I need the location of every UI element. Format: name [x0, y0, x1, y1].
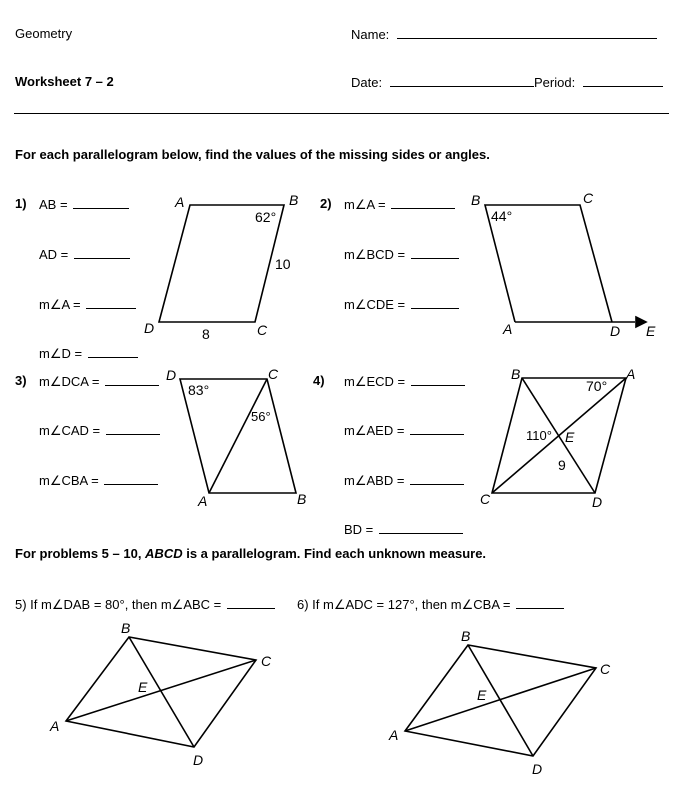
p5-label-b: B: [121, 620, 131, 636]
p4-q2-label: m∠AED =: [344, 423, 405, 438]
p4-angle-e: 110°: [526, 428, 552, 443]
p4-parallelogram: [480, 366, 635, 510]
p4-label-b: B: [511, 366, 521, 382]
p6-parallelogram: [388, 628, 611, 777]
p1-side-dc: 8: [202, 326, 210, 342]
p1-side-bc: 10: [275, 256, 291, 272]
p1-angle-b: 62°: [255, 209, 277, 225]
p3-diagonal: [209, 379, 267, 493]
p5-label-a: A: [50, 718, 60, 734]
p2-parallelogram: [471, 190, 656, 339]
p1-parallelogram: [144, 192, 298, 342]
p3-angle-c: 56°: [251, 409, 271, 424]
p5-text: 5) If m∠DAB = 80°, then m∠ABC =: [15, 597, 222, 612]
p1-q3-label: m∠A =: [39, 297, 81, 312]
p1-label-c: C: [257, 322, 268, 338]
p5-label-e: E: [138, 679, 148, 695]
p4-q3-label: m∠ABD =: [344, 473, 405, 488]
p4-angle-a: 70°: [586, 378, 608, 394]
p2-q1-label: m∠A =: [344, 197, 386, 212]
problem-4-number: 4): [313, 373, 325, 388]
p1-q4-label: m∠D =: [39, 346, 83, 361]
p2-label-a: A: [503, 321, 513, 337]
p3-label-b: B: [297, 491, 307, 507]
p1-q2-label: AD =: [39, 247, 69, 262]
p4-label-a: A: [626, 366, 636, 382]
worksheet-title: Worksheet 7 – 2: [15, 74, 114, 89]
p3-q3-label: m∠CBA =: [39, 473, 99, 488]
p6-label-e: E: [477, 687, 487, 703]
instructions-1: For each parallelogram below, find the values of the missing sides or angles.: [15, 147, 490, 162]
p3-angle-d: 83°: [188, 382, 210, 398]
p4-q1-label: m∠ECD =: [344, 374, 406, 389]
p3-q1-label: m∠DCA =: [39, 374, 100, 389]
p1-label-a: A: [175, 194, 185, 210]
p2-label-e: E: [646, 323, 656, 339]
date-label: Date:: [351, 75, 383, 90]
period-label: Period:: [534, 75, 576, 90]
p2-ray-arrow: [636, 317, 646, 327]
name-label: Name:: [351, 27, 390, 42]
p3-q2-label: m∠CAD =: [39, 423, 101, 438]
p1-label-b: B: [289, 192, 299, 208]
p3-label-c: C: [268, 366, 279, 382]
p2-label-d: D: [610, 323, 621, 339]
p5-label-c: C: [261, 653, 272, 669]
p1-label-d: D: [144, 320, 155, 336]
instructions-2-pre: For problems 5 – 10,: [15, 546, 146, 561]
p6-label-b: B: [461, 628, 471, 644]
p4-label-c: C: [480, 491, 491, 507]
p6-label-a: A: [389, 727, 399, 743]
p2-q2-label: m∠BCD =: [344, 247, 406, 262]
problem-1-number: 1): [15, 196, 27, 211]
p6-text: 6) If m∠ADC = 127°, then m∠CBA =: [297, 597, 511, 612]
p5-parallelogram: [49, 620, 272, 768]
p4-q4-label: BD =: [344, 522, 374, 537]
p2-angle-b: 44°: [491, 208, 513, 224]
p4-label-d: D: [592, 494, 603, 510]
course-title: Geometry: [15, 26, 73, 41]
instructions-2-post: is a parallelogram. Find each unknown measure.: [182, 546, 487, 561]
p1-q1-label: AB =: [39, 197, 68, 212]
p3-parallelogram: [166, 366, 306, 509]
p6-label-c: C: [600, 661, 611, 677]
p5-label-d: D: [193, 752, 204, 768]
p2-label-c: C: [583, 190, 594, 206]
p3-label-a: A: [198, 493, 208, 509]
p4-seg-ed: 9: [558, 457, 566, 473]
instructions-2-italic: ABCD: [145, 546, 183, 561]
problem-2-number: 2): [320, 196, 332, 211]
p3-label-d: D: [166, 367, 177, 383]
p4-label-e: E: [565, 429, 575, 445]
p2-label-b: B: [471, 192, 481, 208]
p6-label-d: D: [532, 761, 543, 777]
p2-q3-label: m∠CDE =: [344, 297, 406, 312]
problem-3-number: 3): [15, 373, 27, 388]
